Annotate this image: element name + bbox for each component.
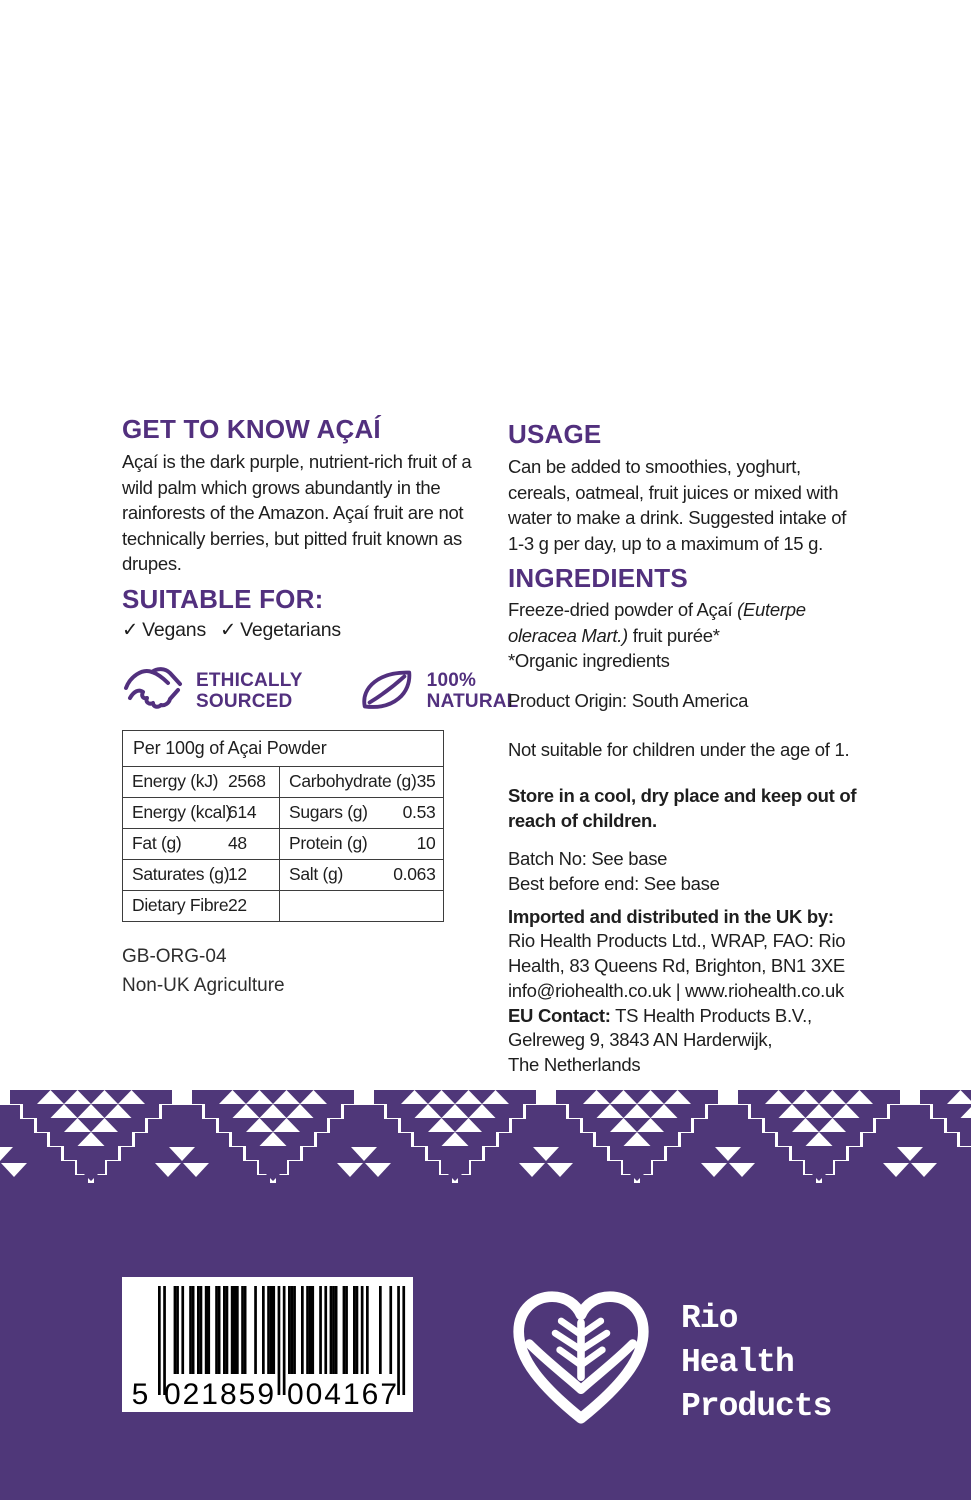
nutrient-value: 0.53 — [402, 802, 436, 822]
heart-fern-icon — [505, 1283, 657, 1440]
distribution-line: Rio Health Products Ltd., WRAP, FAO: Rio — [508, 930, 846, 952]
nutrient-value: 0.063 — [393, 864, 436, 884]
eu-contact-label: EU Contact: — [508, 1004, 611, 1026]
about-line: technically berries, but pitted fruit known as — [122, 527, 462, 549]
nutrient-value: 48 — [228, 833, 247, 853]
distribution-line: info@riohealth.co.uk | www.riohealth.co.uk — [508, 979, 844, 1001]
usage-title: USAGE — [508, 419, 602, 449]
about-line: Açaí is the dark purple, nutrient-rich fruit of a — [122, 451, 472, 472]
suitable-item-vegans: Vegans — [142, 618, 207, 641]
distribution-line: Gelreweg 9, 3843 AN Harderwijk, — [508, 1029, 773, 1051]
ingredients-latin-name: oleracea Mart.) — [508, 624, 628, 646]
table-row — [123, 797, 443, 828]
nutrient-label: Energy (kcal) — [132, 802, 232, 822]
nutrient-value: 35 — [416, 771, 436, 791]
best-before: Best before end: See base — [508, 873, 720, 894]
check-icon: ✓ — [122, 618, 139, 641]
eu-contact-value: TS Health Products B.V., — [610, 1004, 812, 1026]
distribution-info — [508, 905, 900, 1079]
org-agriculture: Non-UK Agriculture — [122, 974, 285, 996]
nutrient-value: 22 — [228, 895, 247, 915]
nutrient-value: 2568 — [228, 771, 266, 791]
left-column — [122, 414, 519, 1000]
usage-line: 1-3 g per day, up to a maximum of 15 g. — [508, 532, 823, 554]
barcode — [122, 1277, 413, 1412]
storage-warning: Store in a cool, dry place and keep out of reach of children. — [508, 784, 857, 831]
nutrition-table-header: Per 100g of Açai Powder — [123, 731, 443, 767]
leaf-icon — [357, 663, 415, 720]
check-icon: ✓ — [220, 618, 237, 641]
suitable-for-items — [122, 618, 474, 642]
ingredients-title: INGREDIENTS — [508, 563, 688, 593]
nutrient-value: 10 — [416, 833, 436, 853]
batch-number: Batch No: See base — [508, 847, 668, 869]
nutrient-label: Energy (kJ) — [132, 771, 219, 791]
nutrient-value: 12 — [228, 864, 247, 884]
about-line: drupes. — [122, 553, 182, 574]
badge-label: 100% NATURAL — [426, 670, 519, 712]
get-to-know-title: GET TO KNOW AÇAÍ — [122, 414, 381, 444]
product-origin: Product Origin: South America — [508, 689, 749, 711]
children-warning: Not suitable for children under the age of 1. — [508, 739, 850, 760]
usage-line: water to make a drink. Suggested intake of — [508, 507, 847, 528]
usage-line: Can be added to smoothies, yoghurt, — [508, 456, 801, 477]
nutrient-label: Dietary Fibre — [132, 895, 229, 915]
badge-row — [122, 662, 519, 721]
about-line: wild palm which grows abundantly in the — [122, 476, 441, 498]
badge-ethically-sourced — [122, 662, 303, 721]
ingredients-text: fruit purée* — [627, 624, 720, 646]
nutrient-label: Sugars (g) — [289, 802, 368, 822]
distribution-line: The Netherlands — [508, 1054, 641, 1076]
rio-health-logo — [505, 1283, 831, 1440]
distribution-heading: Imported and distributed in the UK by: — [508, 905, 834, 927]
organic-certification — [122, 942, 474, 1000]
nutrient-label: Fat (g) — [132, 833, 182, 853]
table-row — [123, 767, 443, 797]
nutrient-label: Carbohydrate (g) — [289, 771, 417, 791]
org-code: GB-ORG-04 — [122, 945, 227, 967]
table-row — [123, 859, 443, 890]
usage-paragraph — [508, 454, 900, 556]
batch-info — [508, 846, 900, 897]
table-row — [123, 890, 443, 921]
badge-100-natural — [357, 663, 519, 720]
nutrition-table — [122, 730, 444, 922]
handshake-icon — [122, 662, 184, 721]
nutrient-label: Protein (g) — [289, 833, 368, 853]
nutrient-label: Salt (g) — [289, 864, 344, 884]
nutrient-label: Saturates (g) — [132, 864, 230, 884]
ingredients-text: Freeze-dried powder of Açaí — [508, 599, 738, 620]
ingredients-paragraph — [508, 597, 900, 674]
badge-label: ETHICALLY SOURCED — [196, 670, 303, 712]
barcode-digits-right: 004167 — [286, 1378, 400, 1411]
aztec-triangle-pattern — [0, 1085, 971, 1200]
suitable-item-vegetarians: Vegetarians — [240, 618, 341, 641]
ingredients-latin-name: (Euterpe — [737, 599, 806, 620]
organic-note: *Organic ingredients — [508, 650, 670, 671]
logo-wordmark: Rio Health Products — [681, 1300, 832, 1425]
right-column — [508, 420, 900, 1078]
about-line: rainforests of the Amazon. Açaí fruit are not — [122, 502, 464, 523]
suitable-for-title: SUITABLE FOR: — [122, 583, 324, 614]
table-row — [123, 828, 443, 859]
distribution-line: Health, 83 Queens Rd, Brighton, BN1 3XE — [508, 955, 845, 977]
about-paragraph — [122, 449, 474, 577]
barcode-digits-left: 021859 — [163, 1378, 277, 1411]
nutrient-value: 614 — [228, 802, 257, 822]
usage-line: cereals, oatmeal, fruit juices or mixed with — [508, 481, 839, 503]
barcode-digit-first: 5 — [131, 1378, 149, 1411]
